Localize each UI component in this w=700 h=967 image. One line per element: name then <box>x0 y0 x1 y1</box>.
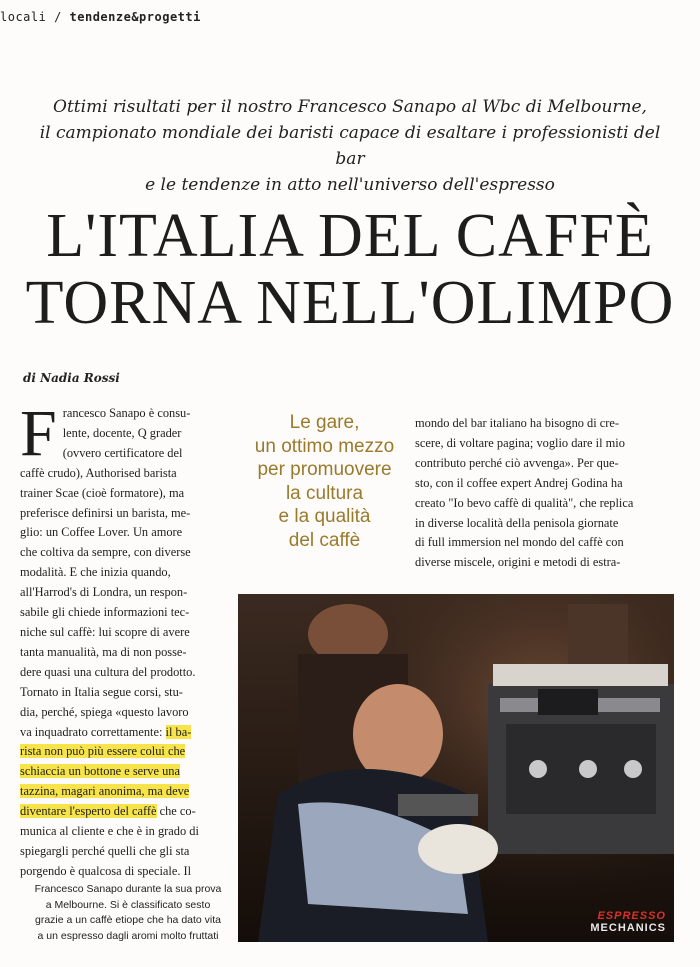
body-line: rancesco Sanapo è consu- <box>62 406 191 420</box>
subtitle-line: il campionato mondiale dei baristi capace di esaltare i professionisti del bar <box>39 123 661 169</box>
espresso-mechanics-logo <box>590 910 666 934</box>
section-label: locali / <box>0 10 62 24</box>
body-line: all'Harrod's di Londra, un respon- <box>20 585 188 600</box>
caption-line: a un espresso dagli aromi molto fruttati <box>37 929 219 942</box>
body-text: va inquadrato correttamente: <box>20 724 166 739</box>
body-line: porgendo è qualcosa di speciale. Il <box>20 863 192 878</box>
body-line: trainer Scae (cioè formatore), ma <box>20 485 185 500</box>
body-line: glio: un Coffee Lover. Un amore <box>20 525 183 540</box>
body-line: niche sul caffè: lui scopre di avere <box>20 624 190 639</box>
caption-line: Francesco Sanapo durante la sua prova <box>34 883 222 895</box>
body-line: sabile gli chiede informazioni tec- <box>20 605 190 620</box>
highlighted-text: schiaccia un bottone e serve una <box>20 764 180 779</box>
body-line: lente, docente, Q grader <box>62 425 182 440</box>
logo-line: MECHANICS <box>590 922 666 934</box>
barista-photo <box>238 594 674 942</box>
body-line: caffè crudo), Authorised barista <box>20 465 177 480</box>
body-line: di full immersion nel mondo del caffè con <box>415 535 624 550</box>
title-line: L'ITALIA DEL CAFFÈ <box>46 202 654 270</box>
title-line: TORNA NELL'OLIMPO <box>25 269 675 337</box>
body-line: dere quasi una cultura del prodotto. <box>20 664 196 679</box>
subsection-label: tendenze&progetti <box>69 10 201 24</box>
body-line: contributo perché ciò avvenga». Per que- <box>415 455 619 470</box>
body-line: in diverse località della penisola giornate <box>415 515 619 530</box>
body-line: preferisce definirsi un barista, me- <box>20 505 191 520</box>
body-line: Tornato in Italia segue corsi, stu- <box>20 684 183 699</box>
article-title <box>20 203 680 337</box>
highlighted-text: diventare l'esperto del caffè <box>20 804 157 819</box>
article-column-1 <box>20 397 236 882</box>
body-line: che coltiva da sempre, con diverse <box>20 545 191 560</box>
subtitle-line: e le tendenze in atto nell'universo dell'espresso <box>145 175 555 195</box>
body-line <box>20 802 236 822</box>
body-line <box>20 782 236 802</box>
highlighted-text: rista non può più essere colui che <box>20 744 186 759</box>
article-column-3 <box>415 414 677 573</box>
photo-illustration <box>238 594 674 942</box>
body-line: scere, di voltare pagina; voglio dare il mio <box>415 435 625 450</box>
photo-caption <box>28 882 228 944</box>
body-line: munica al cliente e che è in grado di <box>20 824 199 839</box>
body-text: che co- <box>156 804 196 819</box>
article-subtitle <box>30 94 670 198</box>
pull-quote-line: Le gare, <box>289 412 360 433</box>
body-line: dia, perché, spiega «questo lavoro <box>20 704 189 719</box>
pull-quote-line: un ottimo mezzo <box>254 435 395 457</box>
logo-line: ESPRESSO <box>597 910 666 922</box>
drop-cap: F <box>20 397 57 470</box>
body-line: creato "Io bevo caffè di qualità", che replica <box>415 495 634 510</box>
body-line: diverse miscele, origini e metodi di estra- <box>415 555 621 570</box>
body-line: tanta manualità, ma di non posse- <box>20 644 187 659</box>
body-line: mondo del bar italiano ha bisogno di cre- <box>415 416 620 430</box>
highlighted-text: il ba- <box>165 724 192 739</box>
caption-line: grazie a un caffè etiope che ha dato vita <box>34 914 222 926</box>
byline: di Nadia Rossi <box>23 371 120 385</box>
pull-quote-line: e la qualità <box>278 506 371 527</box>
pull-quote <box>243 411 406 552</box>
body-line: (ovvero certificatore del <box>62 445 183 460</box>
body-line <box>20 723 236 743</box>
pull-quote-line: del caffè <box>288 529 361 551</box>
pull-quote-line: per promuovere <box>257 459 392 480</box>
body-line: modalità. E che inizia quando, <box>20 565 171 580</box>
section-header <box>0 10 201 24</box>
caption-line: a Melbourne. Si è classificato sesto <box>45 898 211 911</box>
body-line: spiegargli perché quelli che gli sta <box>20 843 190 858</box>
body-line <box>20 762 236 782</box>
body-line: sto, con il coffee expert Andrej Godina ha <box>415 475 623 490</box>
body-line <box>20 742 236 762</box>
pull-quote-line: la cultura <box>285 482 364 504</box>
subtitle-line: Ottimi risultati per il nostro Francesco Sanapo al Wbc di Melbourne, <box>53 97 647 117</box>
highlighted-text: tazzina, magari anonima, ma deve <box>20 784 190 799</box>
